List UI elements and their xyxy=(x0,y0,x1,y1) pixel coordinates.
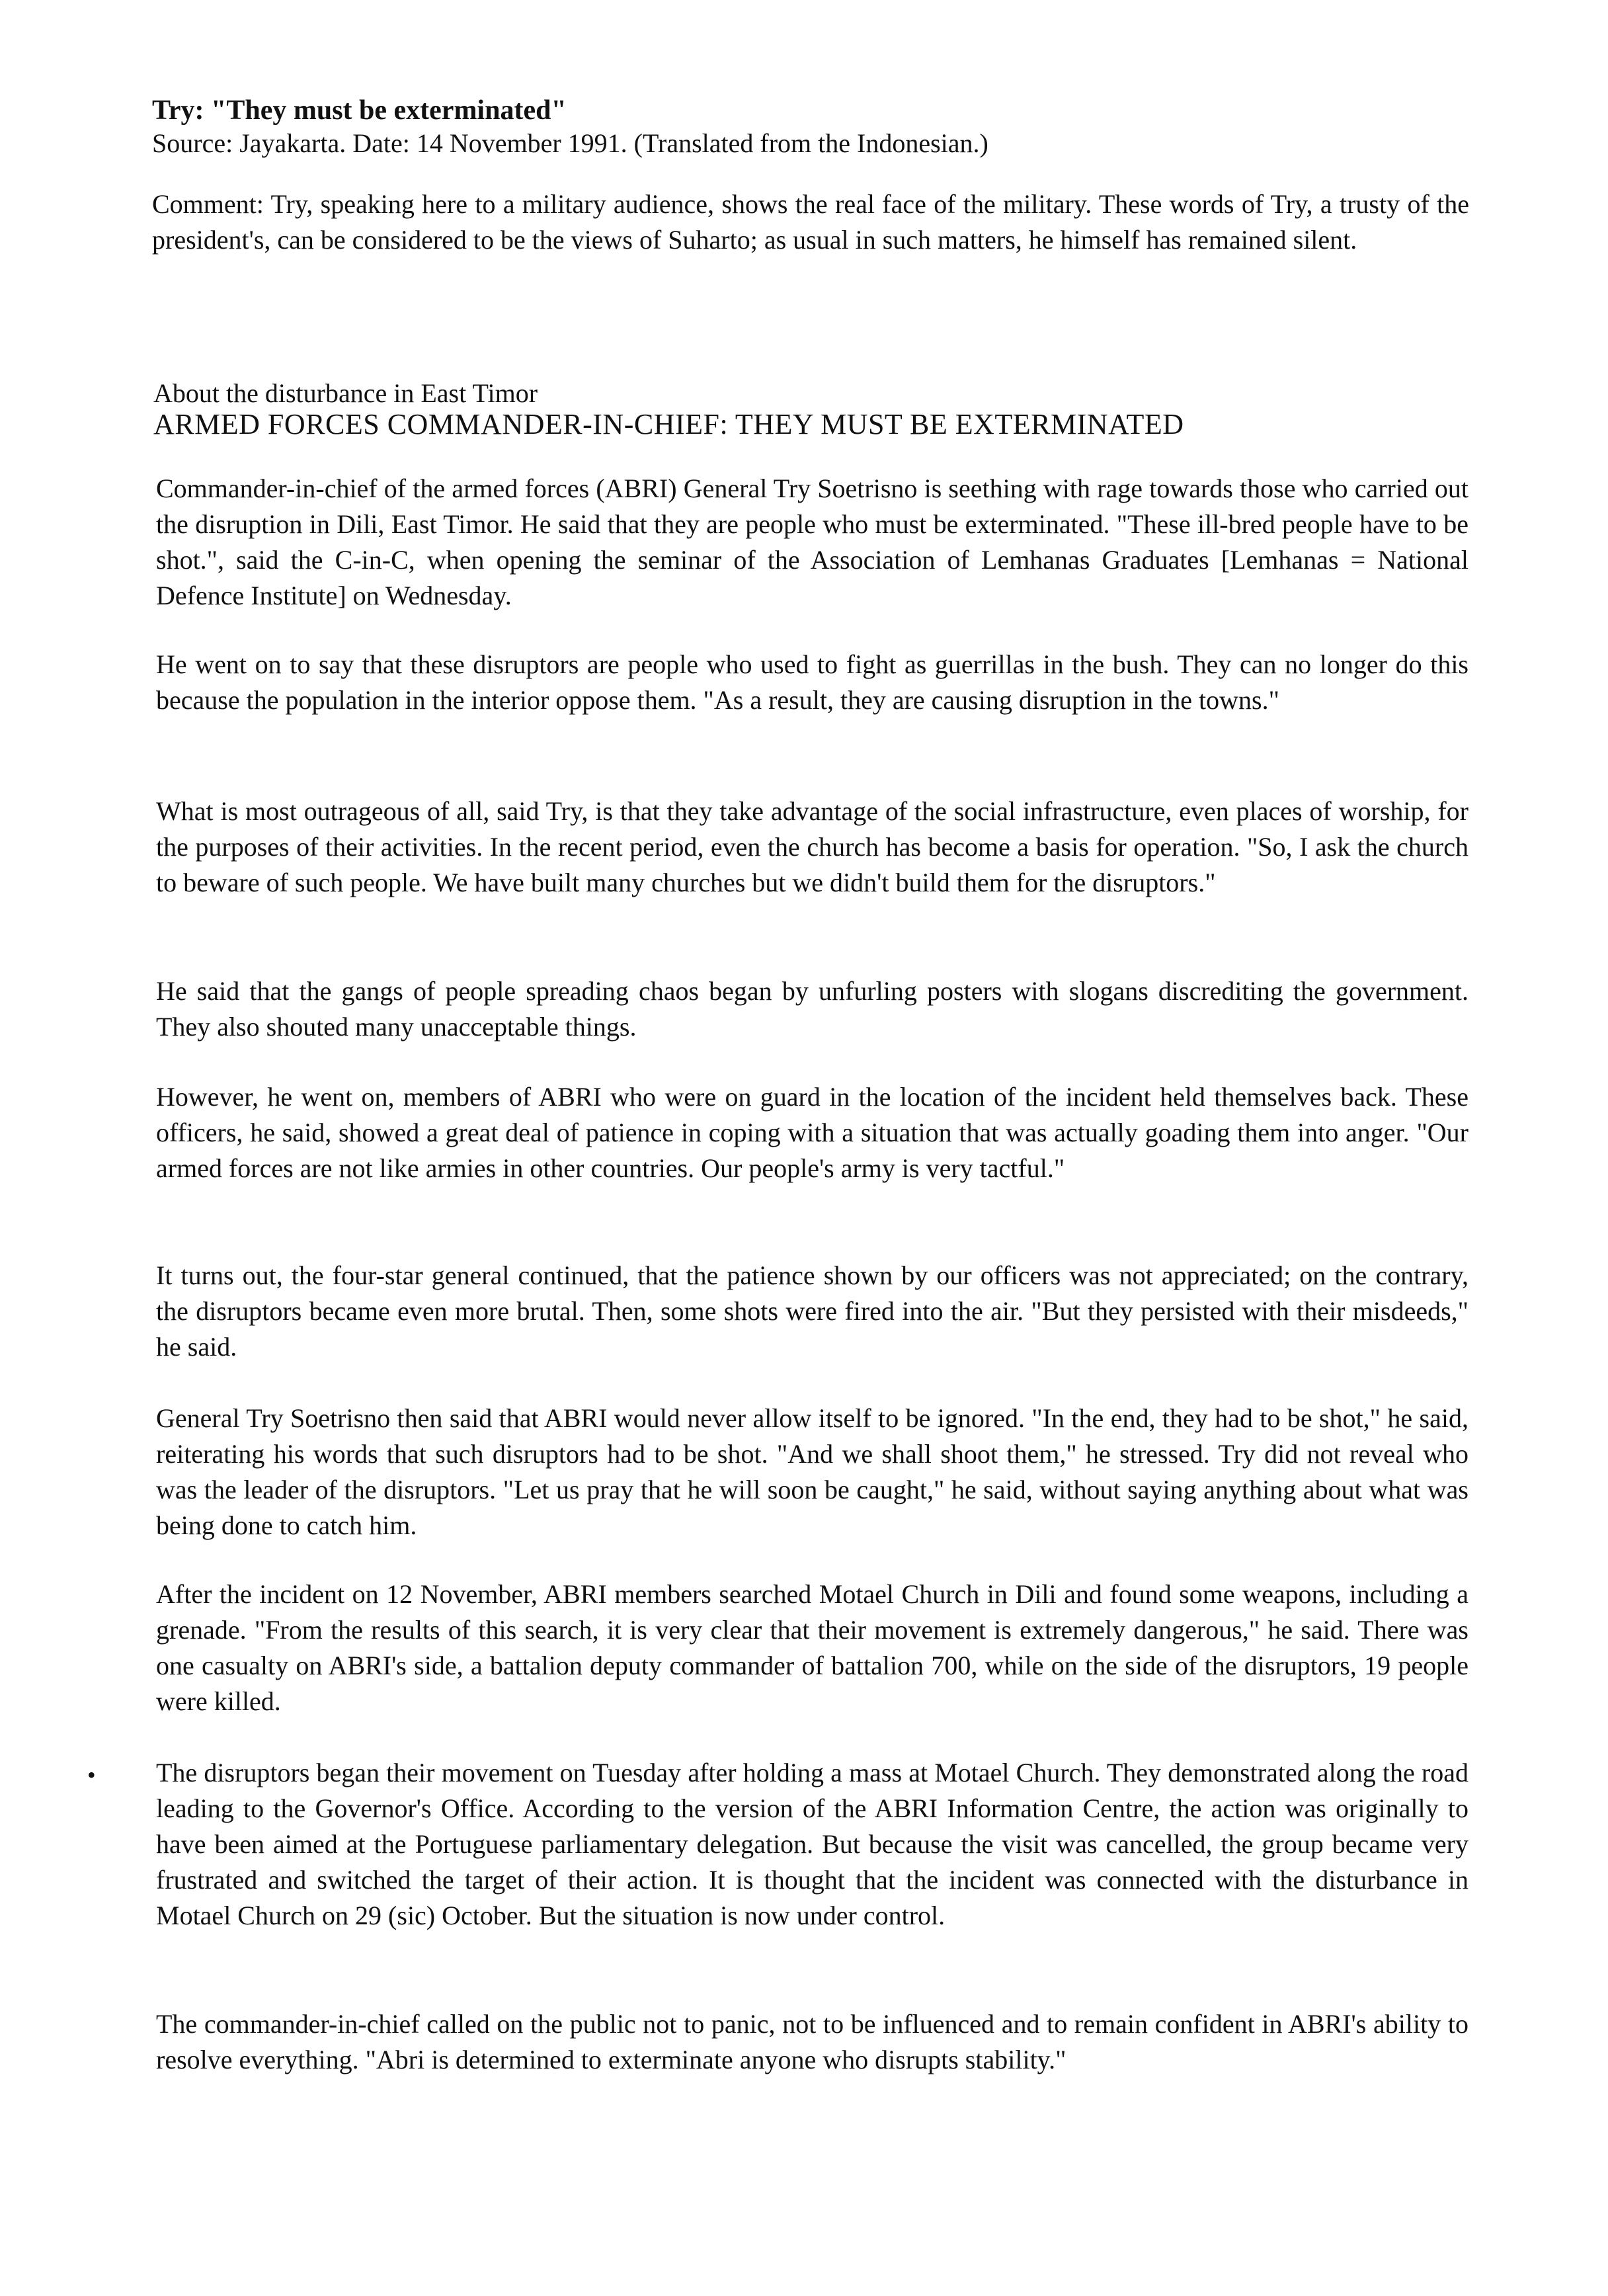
paragraph-8: After the incident on 12 November, ABRI members searched Motael Church in Dili and found some weapons, including a grenade. "From the results of this search, it is very clear that their movement is extremely dangerous," he said. There was one casualty on ABRI's side, a battalion deputy commander of battalion 700, while on the side of the disruptors, 19 people were killed. xyxy=(156,1579,1468,1716)
paragraph-10: The commander-in-chief called on the public not to panic, not to be influenced and to remain confident in ABRI's ability to resolve everything. "Abri is determined to exterminate anyone who disrupts stability." xyxy=(156,2009,1468,2074)
document-title: Try: "They must be exterminated" xyxy=(152,95,567,126)
paragraph-5: However, he went on, members of ABRI who were on guard in the location of the incident held themselves back. These officers, he said, showed a great deal of patience in coping with a situation that was actually goading them into anger. "Our armed forces are not like armies in other countries. Our people's army is very tactful." xyxy=(156,1082,1468,1183)
paragraph-3: What is most outrageous of all, said Try, is that they take advantage of the social infrastructure, even places of worship, for the purposes of their activities. In the recent period, even the church has become a basis for operation. "So, I ask the church to beware of such people. We have built many churches but we didn't build them for the disruptors." xyxy=(156,796,1468,897)
paragraph-6: It turns out, the four-star general continued, that the patience shown by our officers was not appreciated; on the contrary, the disruptors became even more brutal. Then, some shots were fired into the air. "But they persisted with their misdeeds," he said. xyxy=(156,1260,1468,1362)
source-line: Source: Jayakarta. Date: 14 November 1991. (Translated from the Indonesian.) xyxy=(152,128,988,158)
paragraph-7: General Try Soetrisno then said that ABRI would never allow itself to be ignored. "In the end, they had to be shot," he said, reiterating his words that such disruptors had to be shot. "And we shall shoot them," he stressed. Try did not reveal who was the leader of the disruptors. "Let us pray that he will soon be caught," he said, without saying anything about what was being done to catch him. xyxy=(156,1403,1468,1540)
paragraph-4: He said that the gangs of people spreading chaos began by unfurling posters with slogans discrediting the government. They also shouted many unacceptable things. xyxy=(156,976,1468,1042)
comment-paragraph: Comment: Try, speaking here to a military audience, shows the real face of the military. These words of Try, a trusty of the president's, can be considered to be the views of Suharto; as usual in such matters, he himself has remained silent. xyxy=(152,189,1469,255)
article-kicker: About the disturbance in East Timor xyxy=(153,378,538,408)
paragraph-2: He went on to say that these disruptors are people who used to fight as guerrillas in the bush. They can no longer do this because the population in the interior oppose them. "As a result, they are causing disruption in the towns." xyxy=(156,649,1468,715)
article-headline: ARMED FORCES COMMANDER-IN-CHIEF: THEY MUST BE EXTERMINATED xyxy=(153,408,1184,440)
margin-dot: • xyxy=(87,1762,96,1788)
paragraph-9: The disruptors began their movement on Tuesday after holding a mass at Motael Church. They demonstrated along the road leading to the Governor's Office. According to the version of the ABRI Information Centre, the action was originally to have been aimed at the Portuguese parliamentary delegation. But because the visit was cancelled, the group became very frustrated and switched the target of their action. It is thought that the incident was connected with the disturbance in Motael Church on 29 (sic) October. But the situation is now under control. xyxy=(156,1758,1468,1930)
paragraph-1: Commander-in-chief of the armed forces (ABRI) General Try Soetrisno is seething with rage towards those who carried out the disruption in Dili, East Timor. He said that they are people who must be exterminated. "These ill-bred people have to be shot.", said the C-in-C, when opening the seminar of the Association of Lemhanas Graduates [Lemhanas = National Defence Institute] on Wednesday. xyxy=(156,473,1468,610)
